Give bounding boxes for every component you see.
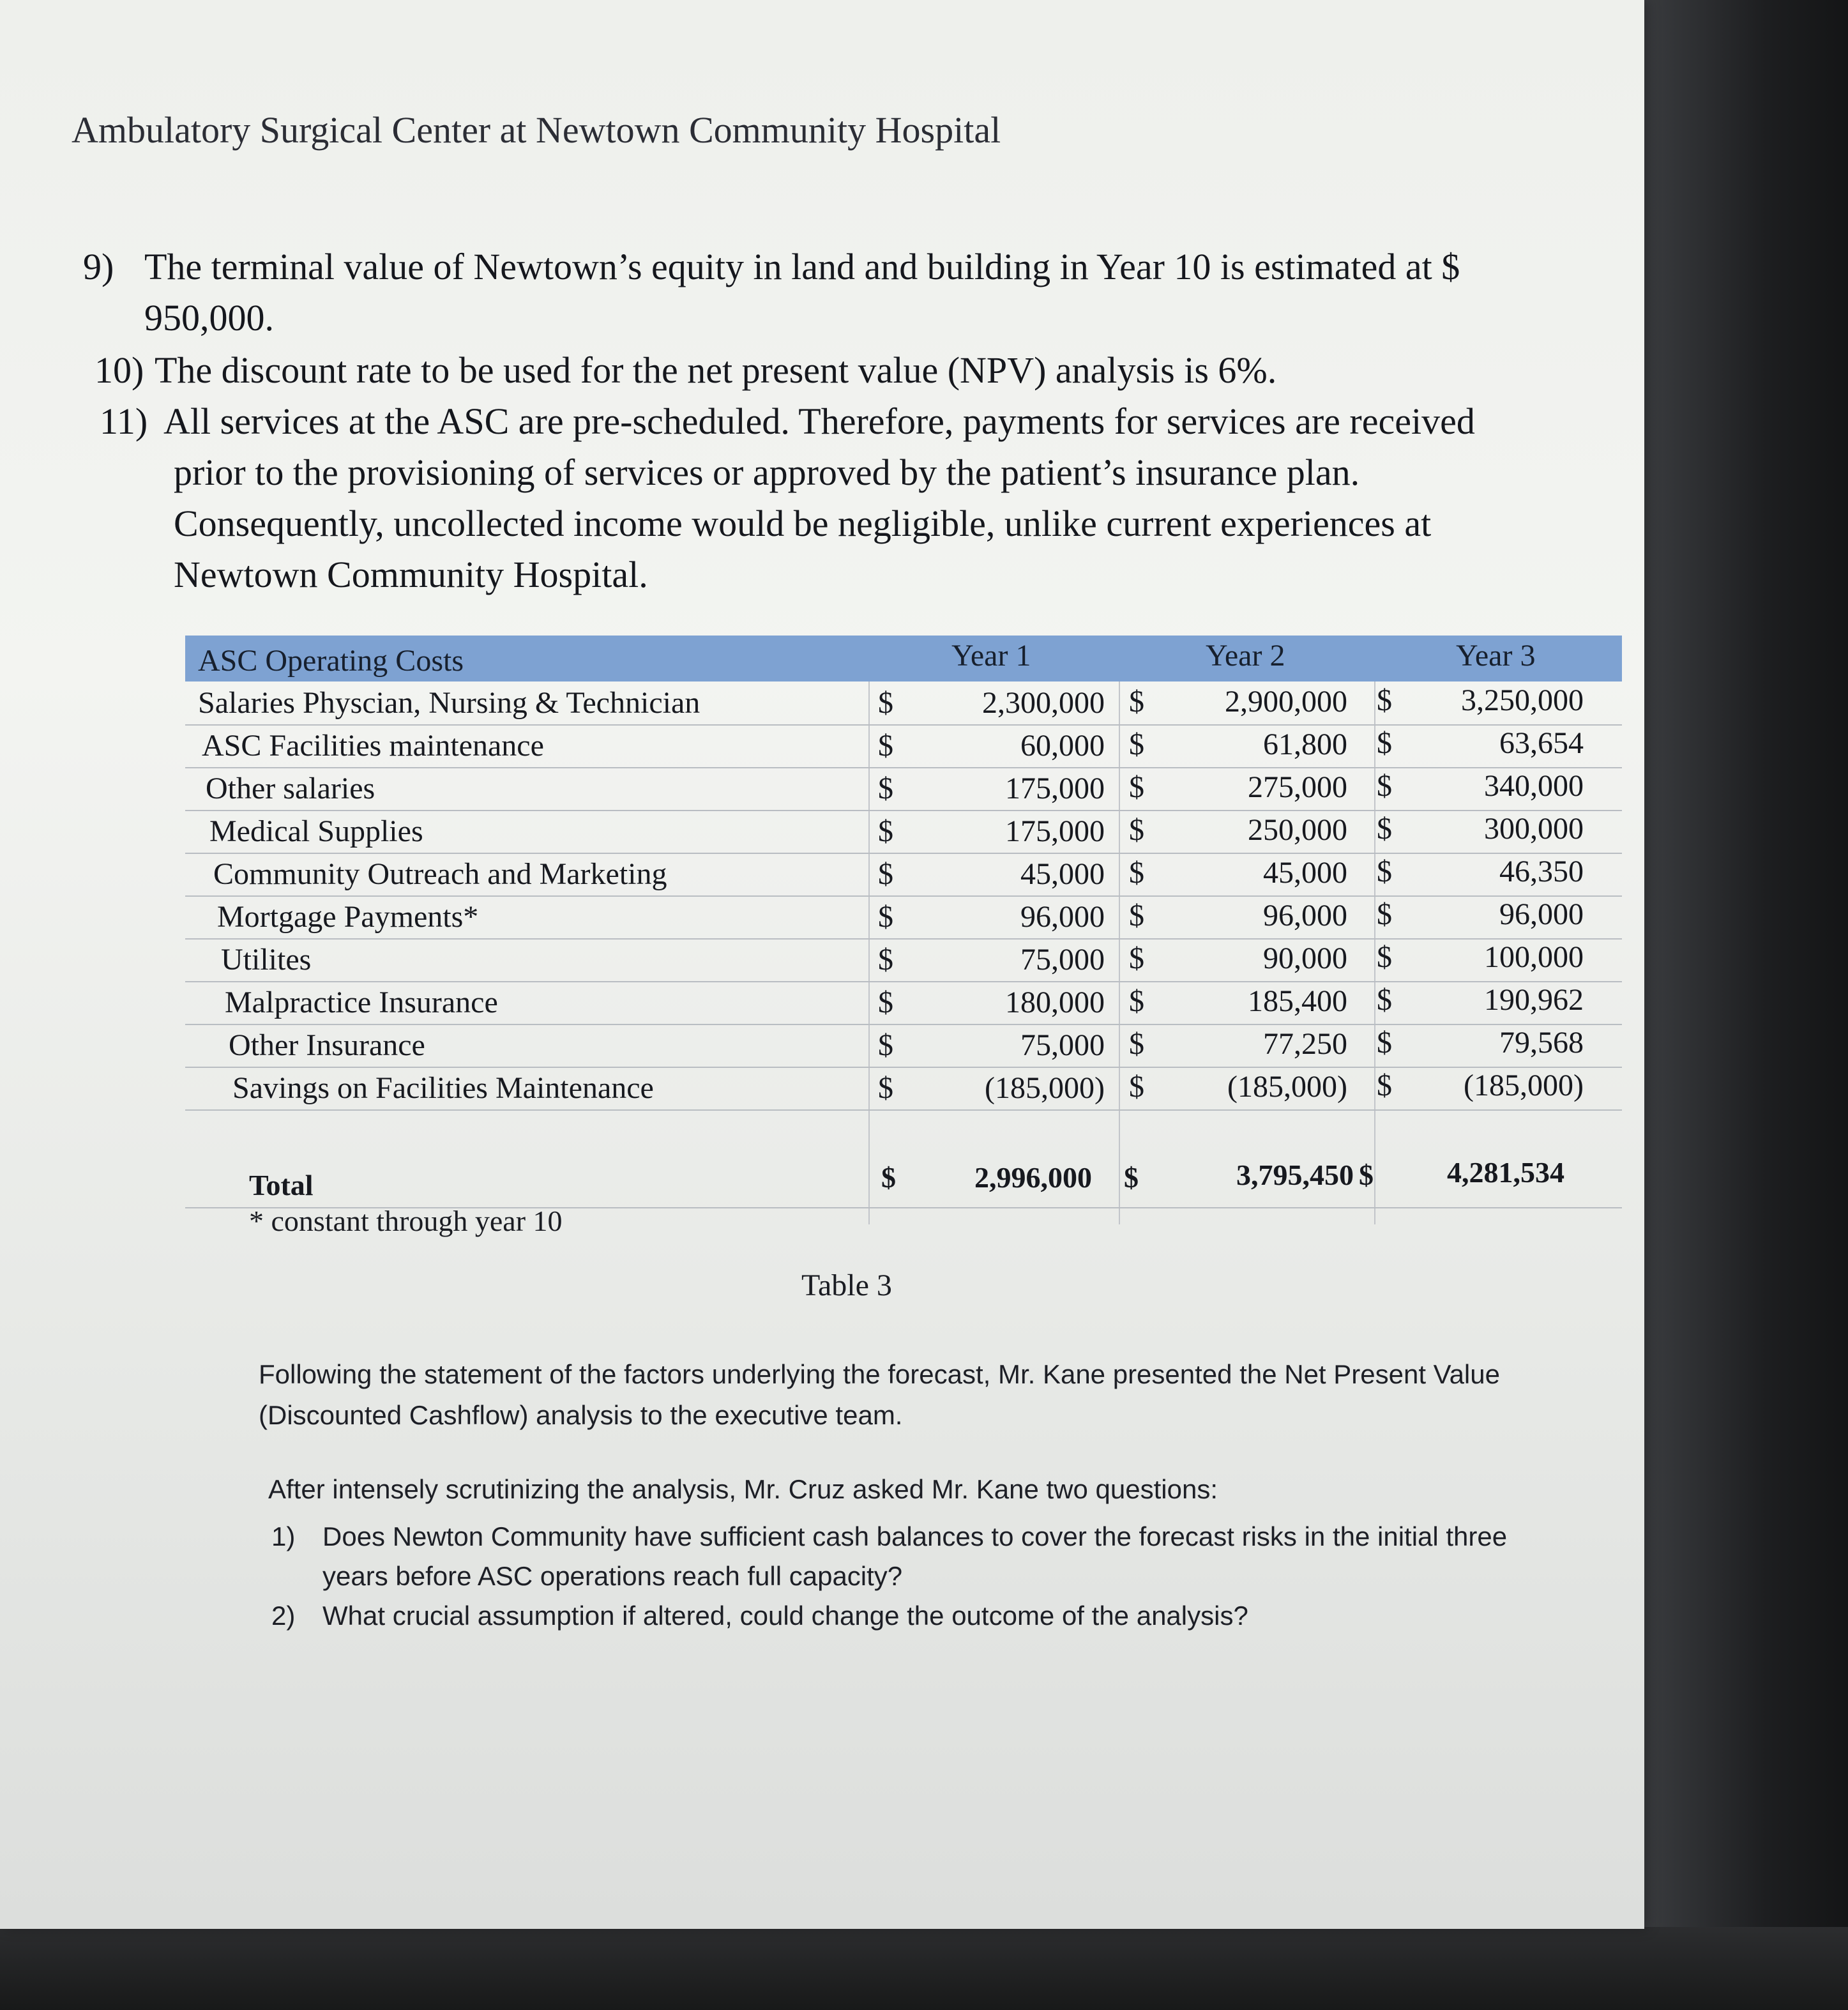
table-footnote: * constant through year 10 bbox=[249, 1205, 563, 1237]
list-item-line: All services at the ASC are pre-scheduled. Therefore, payments for services are received bbox=[163, 400, 1475, 442]
value-year3: 46,350 bbox=[1499, 855, 1584, 888]
dollar-year2: $ bbox=[1129, 941, 1144, 975]
dollar-year2: $ bbox=[1129, 1070, 1144, 1104]
total-year1: 2,996,000 bbox=[974, 1161, 1092, 1194]
dollar-year1: $ bbox=[878, 729, 893, 763]
document-title: Ambulatory Surgical Center at Newtown Community Hospital bbox=[72, 109, 1001, 151]
table-row bbox=[185, 895, 1622, 940]
dollar-year2: $ bbox=[1129, 984, 1144, 1018]
table-row bbox=[185, 810, 1622, 854]
value-year2: (185,000) bbox=[1227, 1070, 1347, 1104]
row-label: Salaries Physcian, Nursing & Technician bbox=[198, 686, 701, 720]
questions-list bbox=[271, 1517, 1549, 1636]
dollar-year1: $ bbox=[878, 1028, 893, 1062]
dollar-year3: $ bbox=[1377, 726, 1392, 760]
total-dollar-year1: $ bbox=[881, 1161, 896, 1194]
table-row bbox=[185, 1067, 1622, 1111]
dollar-year1: $ bbox=[878, 857, 893, 891]
row-label: ASC Facilities maintenance bbox=[202, 729, 544, 763]
value-year3: 340,000 bbox=[1484, 769, 1584, 803]
value-year3: 79,568 bbox=[1499, 1026, 1584, 1060]
list-item-10 bbox=[95, 345, 1563, 396]
dollar-year3: $ bbox=[1377, 769, 1392, 803]
list-item-9 bbox=[83, 241, 1552, 344]
table-row bbox=[185, 981, 1622, 1025]
list-item-text: The terminal value of Newtown’s equity in land and building in Year 10 is estimated at $ 950,000. bbox=[144, 246, 1460, 339]
row-label: Savings on Facilities Maintenance bbox=[232, 1071, 654, 1105]
value-year1: (185,000) bbox=[985, 1071, 1105, 1105]
total-dollar-year2: $ bbox=[1124, 1161, 1139, 1194]
table-header-row bbox=[185, 636, 1622, 681]
row-label: Utilites bbox=[221, 943, 312, 977]
table-caption: Table 3 bbox=[801, 1268, 892, 1302]
value-year2: 61,800 bbox=[1263, 727, 1347, 761]
list-item-line: prior to the provisioning of services or approved by the patient’s insurance plan. bbox=[174, 452, 1360, 493]
dollar-year3: $ bbox=[1377, 855, 1392, 888]
dollar-year2: $ bbox=[1129, 1027, 1144, 1061]
table-row bbox=[185, 724, 1622, 768]
row-label: Mortgage Payments* bbox=[217, 900, 479, 934]
value-year2: 2,900,000 bbox=[1225, 685, 1347, 719]
row-label: Community Outreach and Marketing bbox=[213, 857, 667, 891]
value-year3: 300,000 bbox=[1484, 812, 1584, 846]
value-year1: 180,000 bbox=[1005, 986, 1105, 1019]
paragraph-following: Following the statement of the factors underlying the forecast, Mr. Kane presented the Net Present Value (Discounted Cashflow) analysis to the executive team. bbox=[259, 1359, 1500, 1430]
list-item-number: 9) bbox=[83, 246, 114, 287]
dollar-year2: $ bbox=[1129, 727, 1144, 761]
list-item-text: The discount rate to be used for the net present value (NPV) analysis is 6%. bbox=[155, 349, 1277, 391]
list-item-text bbox=[163, 396, 1581, 600]
table-row bbox=[185, 853, 1622, 897]
dollar-year3: $ bbox=[1377, 897, 1392, 931]
table-total-row bbox=[185, 1150, 1622, 1208]
table-row bbox=[185, 1024, 1622, 1068]
question-text: What crucial assumption if altered, could change the outcome of the analysis? bbox=[322, 1601, 1248, 1631]
total-year3: 4,281,534 bbox=[1447, 1156, 1564, 1189]
value-year2: 185,400 bbox=[1248, 984, 1347, 1018]
question-number: 2) bbox=[271, 1601, 296, 1631]
operating-costs-table bbox=[185, 636, 1622, 1242]
value-year3: 63,654 bbox=[1499, 726, 1584, 760]
table-row bbox=[185, 767, 1622, 811]
total-dollar-year3: $ bbox=[1359, 1159, 1374, 1191]
value-year2: 96,000 bbox=[1263, 899, 1347, 933]
dollar-year3: $ bbox=[1377, 1069, 1392, 1102]
question-number: 1) bbox=[271, 1521, 296, 1551]
value-year1: 75,000 bbox=[1020, 1028, 1105, 1062]
row-label: Medical Supplies bbox=[209, 814, 423, 848]
column-header-year3: Year 3 bbox=[1456, 639, 1536, 673]
table-row bbox=[185, 681, 1622, 726]
list-item-line: Newtown Community Hospital. bbox=[174, 554, 648, 595]
list-item-number: 10) bbox=[95, 349, 144, 391]
dollar-year2: $ bbox=[1129, 813, 1144, 847]
dollar-year3: $ bbox=[1377, 940, 1392, 974]
value-year1: 96,000 bbox=[1020, 900, 1105, 934]
column-header-costs: ASC Operating Costs bbox=[198, 644, 464, 678]
table-row bbox=[185, 938, 1622, 982]
value-year2: 90,000 bbox=[1263, 941, 1347, 975]
dollar-year1: $ bbox=[878, 772, 893, 805]
dollar-year3: $ bbox=[1377, 812, 1392, 846]
value-year1: 75,000 bbox=[1020, 943, 1105, 977]
dollar-year3: $ bbox=[1377, 983, 1392, 1017]
dollar-year2: $ bbox=[1129, 770, 1144, 804]
dollar-year2: $ bbox=[1129, 856, 1144, 890]
dollar-year1: $ bbox=[878, 814, 893, 848]
list-item-11 bbox=[100, 396, 1568, 607]
list-item-number: 11) bbox=[100, 400, 148, 442]
value-year3: 3,250,000 bbox=[1461, 683, 1584, 717]
row-label: Malpractice Insurance bbox=[225, 986, 498, 1019]
column-header-year2: Year 2 bbox=[1206, 639, 1285, 673]
paragraph-after: After intensely scrutinizing the analysis, Mr. Cruz asked Mr. Kane two questions: bbox=[268, 1474, 1218, 1504]
dollar-year1: $ bbox=[878, 686, 893, 720]
monitor-bezel-right bbox=[1644, 0, 1848, 2010]
total-year2: 3,795,450 bbox=[1236, 1159, 1354, 1191]
dollar-year1: $ bbox=[878, 986, 893, 1019]
row-label: Other Insurance bbox=[229, 1028, 425, 1062]
value-year1: 175,000 bbox=[1005, 814, 1105, 848]
dollar-year2: $ bbox=[1129, 899, 1144, 933]
value-year1: 2,300,000 bbox=[982, 686, 1105, 720]
monitor-bezel-bottom bbox=[0, 1927, 1848, 2010]
dollar-year1: $ bbox=[878, 900, 893, 934]
value-year1: 45,000 bbox=[1020, 857, 1105, 891]
value-year2: 275,000 bbox=[1248, 770, 1347, 804]
dollar-year1: $ bbox=[878, 1071, 893, 1105]
list-item-line: Consequently, uncollected income would be negligible, unlike current experiences at bbox=[174, 503, 1432, 544]
row-label: Other salaries bbox=[206, 772, 375, 805]
total-label: Total bbox=[249, 1169, 314, 1201]
question-item bbox=[271, 1596, 1549, 1636]
value-year3: 96,000 bbox=[1499, 897, 1584, 931]
value-year1: 60,000 bbox=[1020, 729, 1105, 763]
dollar-year2: $ bbox=[1129, 685, 1144, 719]
value-year3: 190,962 bbox=[1484, 983, 1584, 1017]
question-item bbox=[271, 1517, 1549, 1596]
value-year2: 250,000 bbox=[1248, 813, 1347, 847]
dollar-year3: $ bbox=[1377, 683, 1392, 717]
value-year3: (185,000) bbox=[1464, 1069, 1584, 1102]
value-year2: 77,250 bbox=[1263, 1027, 1347, 1061]
question-text: Does Newton Community have sufficient cash balances to cover the forecast risks in the initial three years before ASC operations reach full capacity? bbox=[322, 1521, 1508, 1591]
dollar-year3: $ bbox=[1377, 1026, 1392, 1060]
column-header-year1: Year 1 bbox=[951, 639, 1031, 673]
dollar-year1: $ bbox=[878, 943, 893, 977]
value-year2: 45,000 bbox=[1263, 856, 1347, 890]
value-year3: 100,000 bbox=[1484, 940, 1584, 974]
value-year1: 175,000 bbox=[1005, 772, 1105, 805]
